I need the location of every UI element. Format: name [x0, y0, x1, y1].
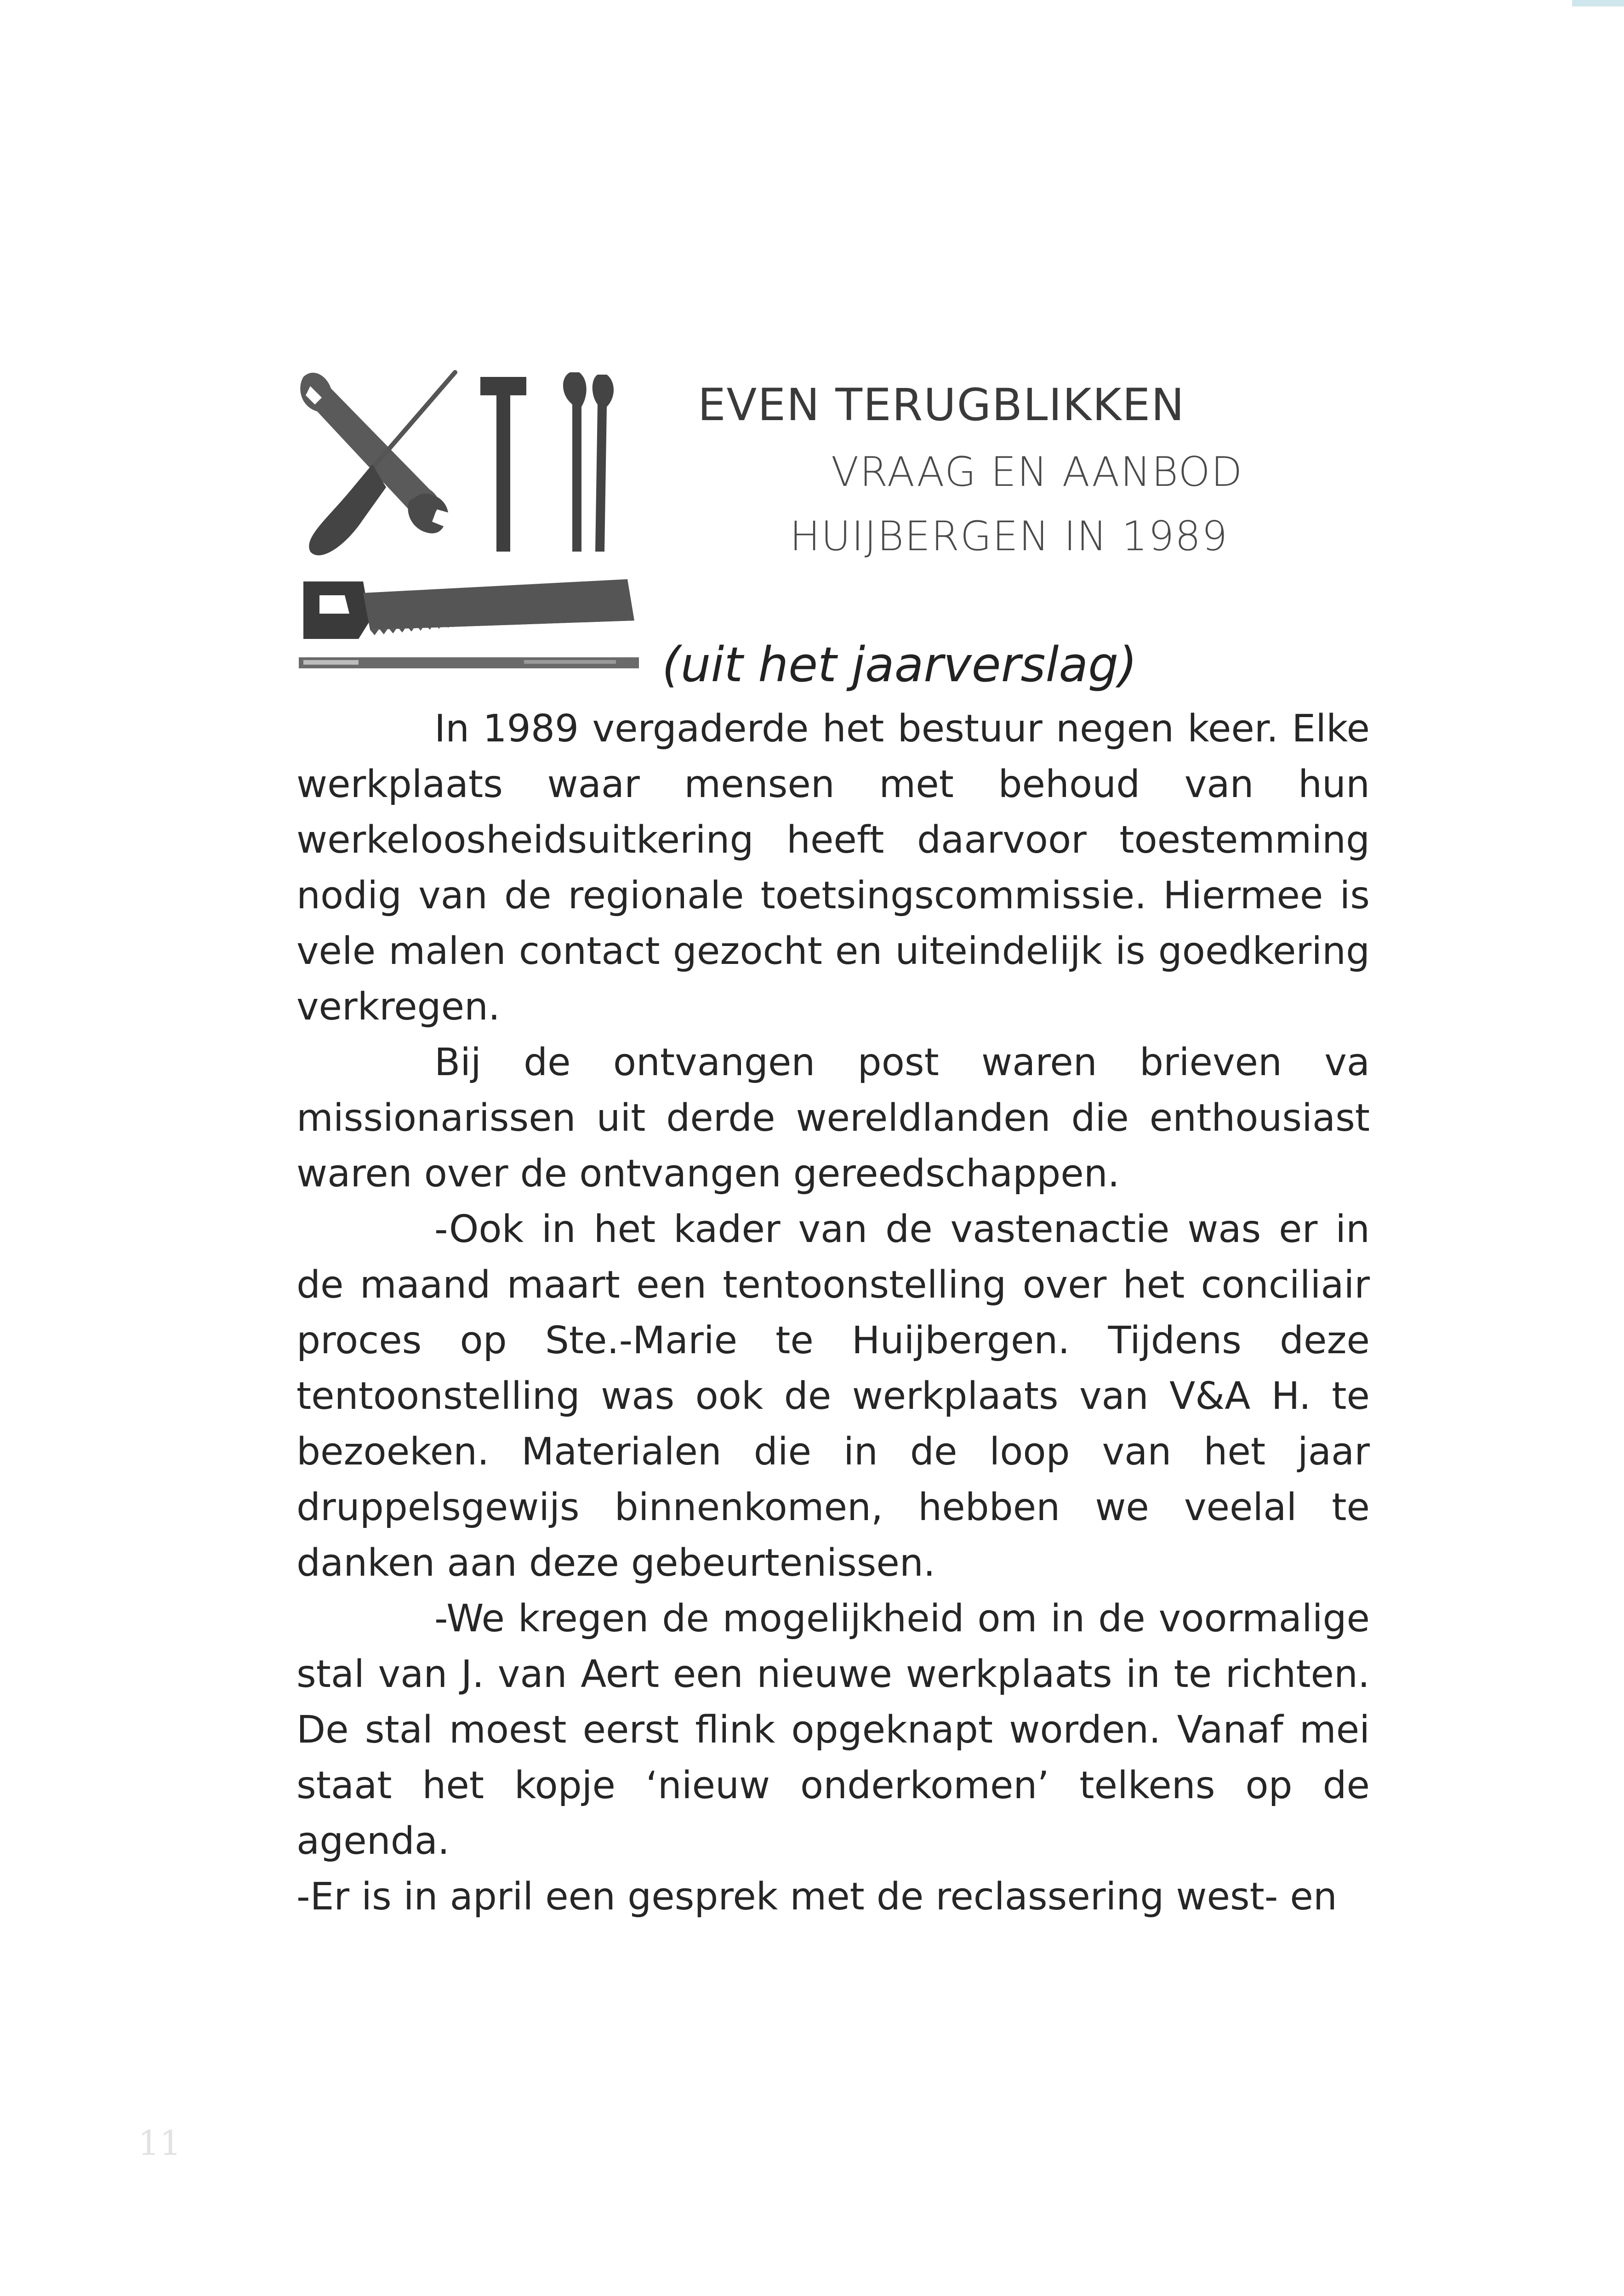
scan-edge-mark [1572, 0, 1624, 6]
paragraph-4: -We kregen de mogelijkheid om in de voormalige stal van J. van Aert een nieuwe werkplaats in te richten. De stal moest eerst flink opgeknapt worden. Vanaf mei staat het kopje ‘nieuw onderkomen’ telkens op de agenda. [296, 1597, 1370, 1863]
subtitle: (uit het jaarverslag) [662, 637, 1137, 693]
saw-icon [299, 579, 639, 668]
heading-line-2: VRAAG EN AANBOD [831, 448, 1243, 496]
heading-line-3: HUIJBERGEN IN 1989 [790, 513, 1229, 560]
paragraph-1: In 1989 vergaderde het bestuur negen keer. Elke werkplaats waar mensen met behoud van hun werkeloosheidsuitkering heeft daarvoor toestemming nodig van de regionale toetsingscommissie. Hiermee is vele malen contact gezocht en uiteindelijk is goedkering verkregen. [296, 707, 1370, 1029]
hammer-icon [480, 377, 526, 552]
tools-illustration [294, 363, 644, 685]
page-number: 11 [138, 2124, 182, 2163]
body-text [296, 701, 1370, 1925]
paragraph-3: -Ook in het kader van de vastenactie was er in de maand maart een tentoonstelling over het conciliair proces op Ste.-Marie te Huijbergen. Tijdens deze tentoonstelling was ook de werkplaats van V&A H. te bezoeken. Materialen die in de loop van het jaar druppelsgewijs binnenkomen, hebben we veelal te danken aan deze gebeurtenissen. [296, 1208, 1370, 1585]
paragraph-2: Bij de ontvangen post waren brieven va missionarissen uit derde wereldlanden die enthousiast waren over de ontvangen gereedschappen. [296, 1041, 1370, 1196]
heading-line-1: EVEN TERUGBLIKKEN [698, 379, 1185, 431]
paragraph-5: -Er is in april een gesprek met de reclassering west- en [296, 1875, 1337, 1919]
wrench-icon [300, 373, 448, 533]
pliers-icon [563, 372, 614, 552]
